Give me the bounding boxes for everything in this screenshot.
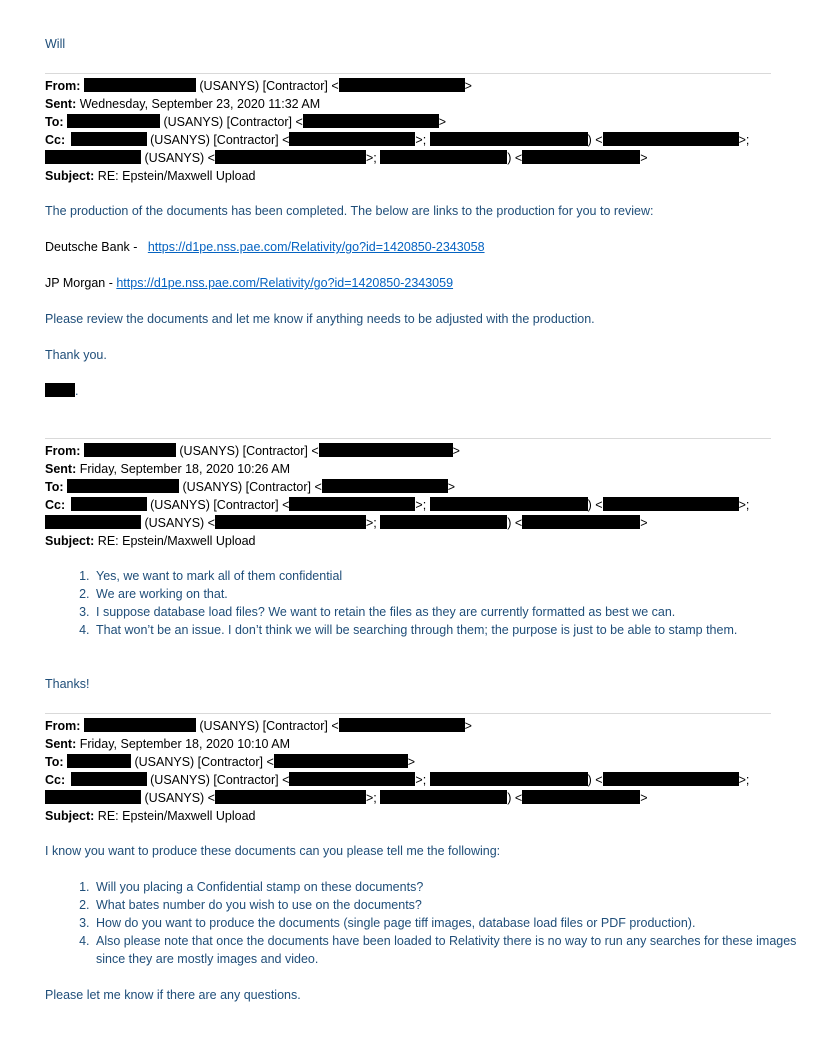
cc-suffix: (USANYS) [Contractor] <: [150, 133, 290, 147]
cc-label: Cc:: [45, 773, 66, 787]
sent-date: Wednesday, September 23, 2020 11:32 AM: [79, 97, 321, 111]
redaction: [603, 497, 739, 511]
sent-date: Friday, September 18, 2020 10:10 AM: [79, 737, 291, 751]
link-line-jpmorgan: [45, 274, 453, 292]
subject-line: [45, 167, 785, 185]
to-line: To: (USANYS) [Contractor] < >: [45, 115, 447, 129]
redaction: [67, 114, 160, 128]
redaction: [45, 150, 141, 164]
from-label: From:: [45, 719, 81, 733]
redaction: [380, 150, 507, 164]
redaction: [289, 497, 415, 511]
jp-morgan-link[interactable]: https://d1pe.nss.pae.com/Relativity/go?id=1420850-2343059: [116, 276, 454, 290]
deutsche-label: Deutsche Bank -: [45, 240, 138, 254]
redaction: [339, 718, 465, 732]
separator: [45, 73, 771, 74]
sent-line: [45, 735, 785, 753]
closing-text: Please let me know if there are any questions.: [45, 988, 301, 1002]
sent-label: Sent:: [45, 737, 77, 751]
from-line: From: (USANYS) [Contractor] < >: [45, 79, 472, 93]
jpmorgan-label: JP Morgan -: [45, 276, 113, 290]
list-item: 4. That won’t be an issue. I don’t think we will be searching through them; the purpose is just to be able to stamp them.: [93, 621, 813, 639]
redaction: [84, 718, 196, 732]
redaction: [603, 772, 739, 786]
redaction: [339, 78, 465, 92]
cc-label: Cc:: [45, 133, 66, 147]
email-header-3: [45, 717, 785, 825]
review-text: Please review the documents and let me know if anything needs to be adjusted with the production.: [45, 312, 595, 326]
redaction: [45, 515, 141, 529]
signature-dot: .: [75, 384, 79, 398]
subject-line: [45, 532, 785, 550]
thanks-text: Thank you.: [45, 348, 107, 362]
redaction: [45, 790, 141, 804]
redaction: [71, 772, 147, 786]
cc-line: Cc: (USANYS) [Contractor] < >; ) < >;: [45, 773, 750, 787]
to-line: To: (USANYS) [Contractor] < >: [45, 480, 456, 494]
cc-line-2: (USANYS) < >; ) < >: [45, 149, 785, 167]
subject: RE: Epstein/Maxwell Upload: [97, 169, 256, 183]
redaction: [215, 515, 366, 529]
to-line: To: (USANYS) [Contractor] < >: [45, 755, 416, 769]
redaction: [45, 383, 75, 397]
redaction: [322, 479, 448, 493]
list-item: 2. We are working on that.: [93, 585, 813, 603]
subject-label: Subject:: [45, 534, 95, 548]
redaction: [67, 754, 131, 768]
cc-suffix: (USANYS) [Contractor] <: [150, 498, 290, 512]
list-item: 3. How do you want to produce the documents (single page tiff images, database load files or PDF production).: [93, 914, 813, 932]
redaction: [84, 443, 176, 457]
separator: [45, 713, 771, 714]
to-suffix: (USANYS) [Contractor] <: [163, 115, 303, 129]
from-label: From:: [45, 79, 81, 93]
signature: [45, 382, 78, 400]
redaction: [430, 772, 588, 786]
subject-label: Subject:: [45, 809, 95, 823]
cc-suffix: (USANYS) [Contractor] <: [150, 773, 290, 787]
redaction: [303, 114, 439, 128]
from-suffix: (USANYS) [Contractor] <: [179, 444, 319, 458]
sent-date: Friday, September 18, 2020 10:26 AM: [79, 462, 291, 476]
redaction: [215, 150, 366, 164]
cc-line-2: (USANYS) < >; ) < >: [45, 789, 785, 807]
to-label: To:: [45, 115, 64, 129]
redaction: [380, 515, 507, 529]
to-suffix: (USANYS) [Contractor] <: [182, 480, 322, 494]
deutsche-bank-link[interactable]: https://d1pe.nss.pae.com/Relativity/go?id=1420850-2343058: [147, 240, 485, 254]
questions-list: [45, 878, 813, 968]
cc-line-2: (USANYS) < >; ) < >: [45, 514, 785, 532]
redaction: [71, 132, 147, 146]
answers-list: [45, 567, 813, 639]
from-label: From:: [45, 444, 81, 458]
link-line-deutsche: [45, 238, 485, 256]
subject: RE: Epstein/Maxwell Upload: [97, 809, 256, 823]
list-item: 1. Will you placing a Confidential stamp on these documents?: [93, 878, 813, 896]
redaction: [319, 443, 453, 457]
subject-line: [45, 807, 785, 825]
thanks-text: Thanks!: [45, 677, 90, 691]
subject: RE: Epstein/Maxwell Upload: [97, 534, 256, 548]
body-intro: The production of the documents has been completed. The below are links to the production for you to review:: [45, 204, 654, 218]
email-header-2: [45, 442, 785, 550]
redaction: [522, 790, 640, 804]
to-label: To:: [45, 480, 64, 494]
from-line: From: (USANYS) [Contractor] < >: [45, 444, 460, 458]
to-label: To:: [45, 755, 64, 769]
body-intro: I know you want to produce these documents can you please tell me the following:: [45, 844, 501, 858]
sent-label: Sent:: [45, 97, 77, 111]
cc2-suffix: (USANYS) <: [144, 516, 215, 530]
from-line: From: (USANYS) [Contractor] < >: [45, 719, 472, 733]
list-item: 4. Also please note that once the documents have been loaded to Relativity there is no way to run any searches for these images since they are mostly images and video.: [93, 932, 813, 968]
redaction: [380, 790, 507, 804]
sent-label: Sent:: [45, 462, 77, 476]
from-suffix: (USANYS) [Contractor] <: [199, 79, 339, 93]
cc-label: Cc:: [45, 498, 66, 512]
redaction: [274, 754, 408, 768]
redaction: [71, 497, 147, 511]
cc-line: Cc: (USANYS) [Contractor] < >; ) < >;: [45, 133, 750, 147]
sent-line: [45, 95, 785, 113]
redaction: [215, 790, 366, 804]
greeting: Will: [45, 37, 66, 51]
list-item: 2. What bates number do you wish to use on the documents?: [93, 896, 813, 914]
list-item: 1. Yes, we want to mark all of them confidential: [93, 567, 813, 585]
list-item: 3. I suppose database load files? We want to retain the files as they are currently formatted as best we can.: [93, 603, 813, 621]
email-header-1: [45, 77, 785, 185]
redaction: [430, 132, 588, 146]
redaction: [67, 479, 179, 493]
redaction: [430, 497, 588, 511]
redaction: [603, 132, 739, 146]
redaction: [84, 78, 196, 92]
to-suffix: (USANYS) [Contractor] <: [134, 755, 274, 769]
redaction: [522, 515, 640, 529]
subject-label: Subject:: [45, 169, 95, 183]
from-suffix: (USANYS) [Contractor] <: [199, 719, 339, 733]
redaction: [289, 132, 415, 146]
cc-line: Cc: (USANYS) [Contractor] < >; ) < >;: [45, 498, 750, 512]
redaction: [289, 772, 415, 786]
redaction: [522, 150, 640, 164]
separator: [45, 438, 771, 439]
cc2-suffix: (USANYS) <: [144, 791, 215, 805]
cc2-suffix: (USANYS) <: [144, 151, 215, 165]
sent-line: [45, 460, 785, 478]
